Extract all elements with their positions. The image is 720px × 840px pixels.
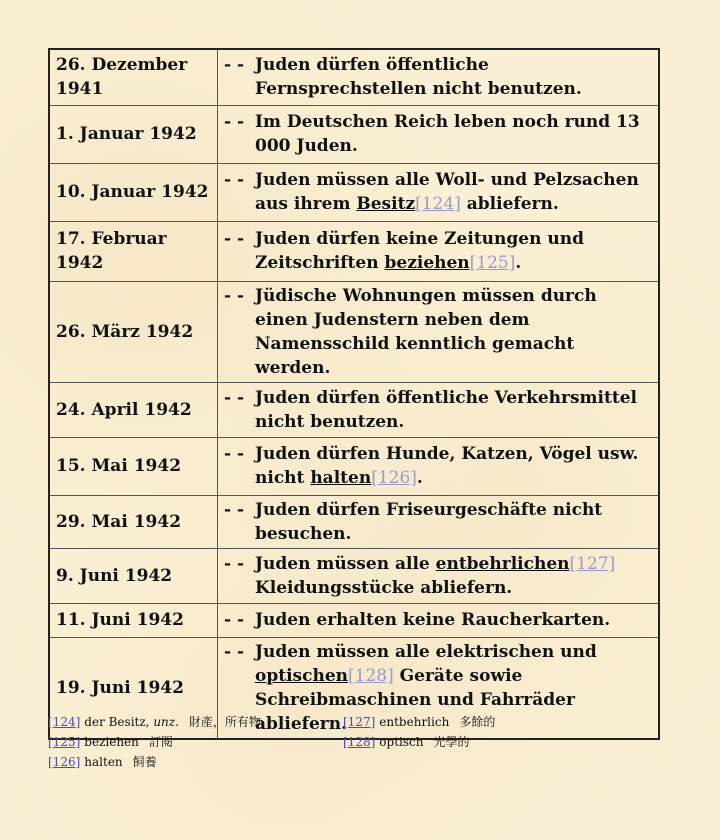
date-cell: 26. Dezember 1941 bbox=[49, 49, 218, 105]
event-cell: - - Juden müssen alle elektrischen und optischen[128] Geräte sowie Schreibmaschinen und Fahrräder abliefern. bbox=[218, 637, 660, 739]
dash-marker: - - bbox=[224, 229, 245, 249]
footnote-link[interactable]: [128] bbox=[348, 665, 394, 686]
dash-marker: - - bbox=[224, 55, 245, 76]
date-cell: 29. Mai 1942 bbox=[49, 495, 218, 548]
date-cell: 9. Juni 1942 bbox=[49, 548, 218, 603]
footnote: [127] entbehrlich 多餘的 bbox=[343, 715, 496, 729]
date-cell: 11. Juni 1942 bbox=[49, 603, 218, 637]
event-cell: - - Juden dürfen öffentliche Fernsprechstellen nicht benutzen. bbox=[218, 49, 660, 105]
footnote: [126] halten 飼養 bbox=[48, 755, 157, 769]
footnote-ref[interactable]: [125] bbox=[48, 735, 81, 749]
footnote: [124] der Besitz, unz. 財產，所有物 bbox=[48, 715, 261, 729]
chronology-table bbox=[48, 48, 660, 740]
footnotes-left bbox=[48, 712, 261, 772]
footnote: [125] beziehen 訂閱 bbox=[48, 735, 173, 749]
vocab-word: beziehen bbox=[384, 253, 470, 273]
dash-marker: - - bbox=[224, 444, 245, 464]
table-row bbox=[49, 49, 659, 105]
footnote-link[interactable]: [127] bbox=[569, 553, 616, 574]
event-cell: - - Juden dürfen keine Zeitungen und Zeitschriften beziehen[125]. bbox=[218, 221, 660, 281]
event-cell: - - Juden dürfen Hunde, Katzen, Vögel usw. nicht halten[126]. bbox=[218, 437, 660, 495]
dash-marker: - - bbox=[224, 499, 245, 520]
table-row bbox=[49, 163, 659, 221]
event-cell: - - Juden müssen alle entbehrlichen[127] Kleidungsstücke abliefern. bbox=[218, 548, 660, 603]
vocab-word: optischen bbox=[255, 665, 348, 686]
footnotes-right bbox=[343, 712, 495, 752]
table-row bbox=[49, 221, 659, 281]
footnote-ref[interactable]: [126] bbox=[48, 755, 81, 769]
dash-marker: - - bbox=[224, 112, 245, 132]
event-cell: - - Juden dürfen Friseurgeschäfte nicht besuchen. bbox=[218, 495, 660, 548]
vocab-word: Besitz bbox=[356, 194, 416, 214]
date-cell: 26. März 1942 bbox=[49, 281, 218, 382]
table-row bbox=[49, 495, 659, 548]
table-row bbox=[49, 437, 659, 495]
vocab-word: halten bbox=[310, 468, 372, 488]
table-row bbox=[49, 105, 659, 163]
dash-marker: - - bbox=[224, 610, 245, 630]
footnote: [128] optisch 光學的 bbox=[343, 735, 470, 749]
dash-marker: - - bbox=[224, 170, 245, 190]
footnote-link[interactable]: [124] bbox=[415, 194, 461, 214]
table-row bbox=[49, 382, 659, 437]
date-cell: 1. Januar 1942 bbox=[49, 105, 218, 163]
dash-marker: - - bbox=[224, 553, 245, 574]
date-cell: 17. Februar 1942 bbox=[49, 221, 218, 281]
date-cell: 15. Mai 1942 bbox=[49, 437, 218, 495]
event-cell: - - Jüdische Wohnungen müssen durch einen Judenstern neben dem Namensschild kenntlich gemacht werden. bbox=[218, 281, 660, 382]
date-cell: 19. Juni 1942 bbox=[49, 637, 218, 739]
date-cell: 24. April 1942 bbox=[49, 382, 218, 437]
dash-marker: - - bbox=[224, 641, 245, 662]
footnote-link[interactable]: [125] bbox=[469, 253, 516, 273]
vocab-word: entbehrlichen bbox=[435, 553, 570, 574]
dash-marker: - - bbox=[224, 387, 245, 408]
table-row bbox=[49, 548, 659, 603]
event-cell: - - Juden erhalten keine Raucherkarten. bbox=[218, 603, 660, 637]
footnote-ref[interactable]: [124] bbox=[48, 715, 81, 729]
table-row bbox=[49, 281, 659, 382]
footnote-ref[interactable]: [127] bbox=[343, 715, 376, 729]
event-cell: - - Juden dürfen öffentliche Verkehrsmittel nicht benutzen. bbox=[218, 382, 660, 437]
table-row bbox=[49, 603, 659, 637]
footnote-link[interactable]: [126] bbox=[371, 468, 417, 488]
event-cell: - - Juden müssen alle Woll- und Pelzsachen aus ihrem Besitz[124] abliefern. bbox=[218, 163, 660, 221]
dash-marker: - - bbox=[224, 285, 245, 306]
event-cell: - - Im Deutschen Reich leben noch rund 13 000 Juden. bbox=[218, 105, 660, 163]
footnote-ref[interactable]: [128] bbox=[343, 735, 376, 749]
date-cell: 10. Januar 1942 bbox=[49, 163, 218, 221]
